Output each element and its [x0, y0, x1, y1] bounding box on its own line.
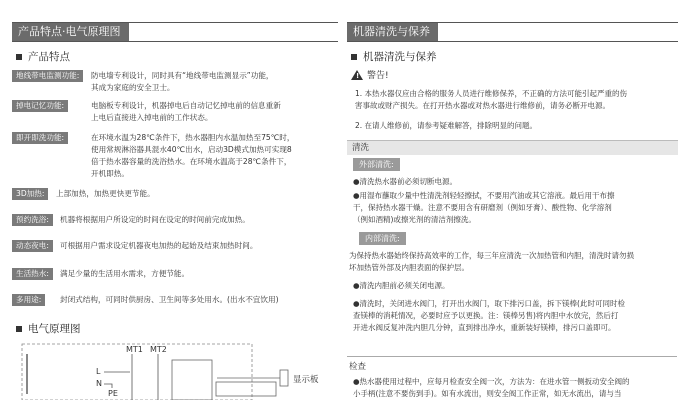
check-item-1: ●热水器使用过程中，应每月检查安全阀一次，方法为：在进水管一侧扳动安全阀的 小手柄(注意不要伤到手)。如有水流出，则安全阀工作正常，如无水流出，请与当	[353, 377, 630, 398]
check-title: 检查	[349, 362, 367, 372]
square-bullet-icon	[16, 326, 22, 332]
heater-block	[172, 360, 212, 400]
warning-heading: ! 警告!	[351, 68, 389, 81]
feature-multi-use: 多用途: 封闭式结构，可同时供厨房、卫生间等多处用水。(出水不宜饮用)	[12, 294, 338, 306]
warning-item-1: 1. 本热水器仅应由合格的服务人员进行维修保养，不正确的方法可能引起严重的伤 害事故或财产损失。在打开热水器或对热水器进行维修前，请务必断开电源。	[355, 89, 628, 110]
warning-icon: !	[351, 70, 363, 80]
right-header-title: 机器清洗与保养	[347, 23, 438, 41]
left-page-header	[12, 22, 338, 42]
feature-scheduled-bath: 预约洗浴: 机器将根据用户所设定的时间在设定的时间前完成加热。	[12, 214, 338, 226]
features-section-title: 产品特点	[12, 49, 338, 64]
l-label: L	[96, 367, 101, 376]
feature-3d-heating: 3D加热: 上部加热，加热更快更节能。	[12, 188, 338, 200]
feature-label: 3D加热:	[12, 188, 48, 200]
connector-block	[216, 382, 276, 396]
inner-clean-intro: 为保持热水器始终保持高效率的工作，每三年应清洗一次加热管和内胆，清洗时请勿损 坏加热管外部及内胆表面的保护层。	[349, 251, 634, 272]
feature-power-memory: 掉电记忆功能: 电脑板专利设计，机器掉电后自动记忆掉电前的信息重新 上电后直接进入掉电前的工作状态。	[12, 100, 338, 124]
mt1-label: MT1	[126, 345, 143, 354]
warning-item-2: 2. 在请人维修前，请参考疑难解答，排除明显的问题。	[355, 121, 538, 130]
circuit-diagram	[12, 338, 338, 400]
left-header-title: 产品特点·电气原理图	[12, 23, 129, 41]
display-board-label: 显示板	[293, 375, 319, 385]
inner-clean-item-1: ●清洗内胆前必须关闭电源。	[353, 281, 450, 290]
feature-label: 多用途:	[12, 294, 45, 306]
outer-clean-item-1: ●清洗热水器前必须切断电源。	[353, 177, 458, 186]
feature-label: 地线带电监测功能:	[12, 70, 83, 82]
maintenance-section-title: 机器清洗与保养	[347, 49, 678, 64]
circuit-diagram-svg	[12, 338, 338, 400]
check-divider	[347, 356, 677, 357]
n-label: N	[96, 379, 102, 388]
right-page	[347, 0, 678, 400]
square-bullet-icon	[16, 54, 22, 60]
feature-label: 预约洗浴:	[12, 214, 53, 226]
n-wire	[104, 384, 112, 388]
right-page-header	[347, 22, 678, 42]
pe-label: PE	[108, 389, 118, 398]
outer-clean-tag: 外部清洗:	[353, 158, 400, 171]
feature-ground-monitor: 地线带电监测功能: 防电墙专利设计，同时具有“地线带电监测显示”功能， 其成为家庭的安全卫士。	[12, 70, 338, 94]
feature-label: 动态夜电:	[12, 240, 53, 252]
outer-clean-item-2: ●用湿布蘸取少量中性清洗剂轻轻擦拭，不要用汽油或其它溶液。最后用干布擦 干，保持热水器干燥。注意不要用含有研磨剂（例如牙膏）、酸性物、化学溶剂 （例如酒精)或擦光剂的清洁剂擦洗。	[353, 191, 615, 224]
feature-domestic-water: 生活热水: 满足少量的生活用水需求，方便节能。	[12, 268, 338, 280]
circuit-section-title: 电气原理图	[12, 321, 81, 336]
inner-clean-tag: 内部清洗:	[359, 232, 406, 245]
square-bullet-icon	[351, 54, 357, 60]
inner-clean-item-2: ●清洗时，关闭进水阀门，打开出水阀门，取下排污口盖，拆下镁棒(此时可同时检 查镁棒的消耗情况，必要时应予以更换。注：镁棒另售)将内胆中水放完，然后打 开进水阀反复冲洗内胆几分钟，直到排出净水，重新装好镁棒，排污口盖即可。	[353, 299, 625, 332]
clean-section-bar: 清洗	[347, 140, 678, 155]
feature-label: 生活热水:	[12, 268, 53, 280]
display-connector	[280, 370, 288, 386]
mt2-label: MT2	[150, 345, 167, 354]
feature-label: 即开即洗功能:	[12, 132, 68, 144]
frame-edge	[26, 354, 28, 394]
feature-instant-wash: 即开即洗功能: 在环境水温为28℃条件下，热水器胆内水温加热至75℃时， 使用常规淋浴器具混水40℃出水，启动3D模式加热可实现8 倍于热水器容量的洗浴热水。在环境水温高于28℃条件下， 开机即热。	[12, 132, 338, 180]
feature-label: 掉电记忆功能:	[12, 100, 68, 112]
feature-night-power: 动态夜电: 可根据用户需求设定机器夜电加热的起始及结束加热时间。	[12, 240, 338, 252]
left-page	[12, 0, 338, 400]
